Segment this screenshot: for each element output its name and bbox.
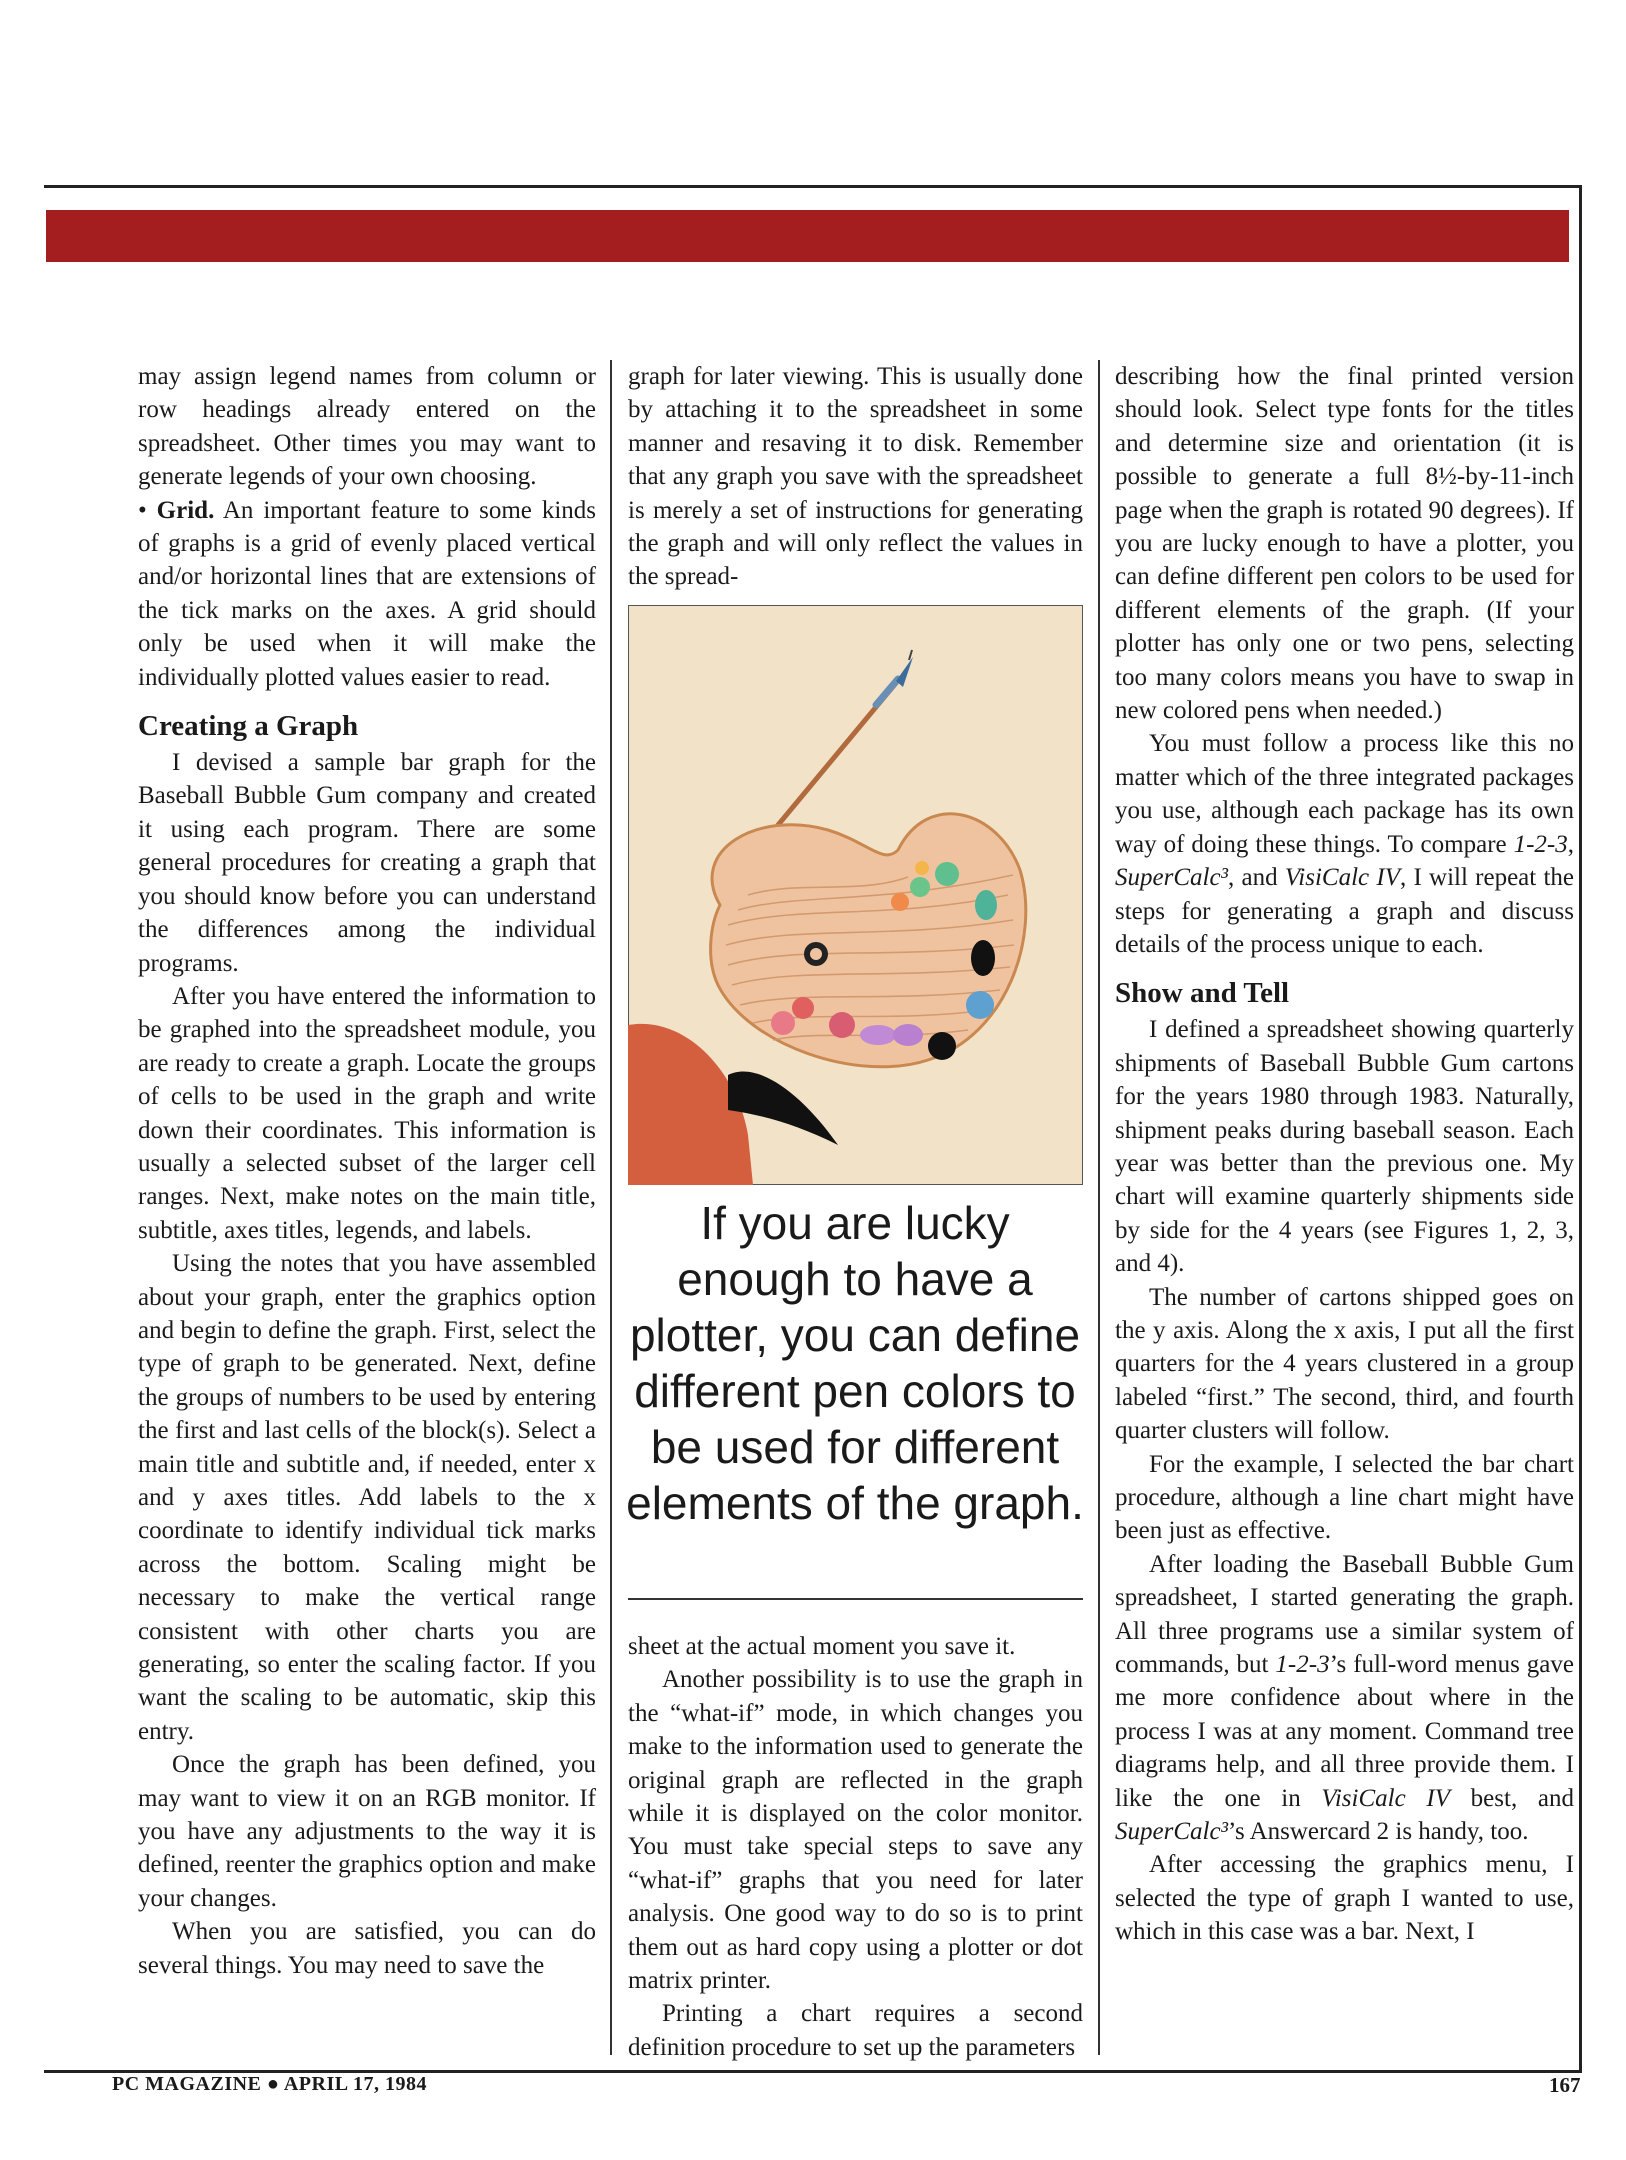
column-2-bottom: [628, 1630, 1083, 2064]
palette-illustration: [628, 605, 1083, 1185]
p2-text-b: , I will repeat the steps for generating a graph and discuss details of the process unique to each.: [1115, 864, 1574, 958]
red-header-band: [46, 210, 1569, 262]
page-number: 167: [1549, 2073, 1581, 2097]
p2-comma: ,: [1567, 830, 1574, 858]
col1-grid-item: • Grid. An important feature to some kinds of graphs is a grid of evenly placed vertical and/or horizontal lines that are extensions of the tick marks on the axes. A grid should only be used when it will make the individually plotted values easier to read.: [138, 496, 596, 691]
col3-paragraph-5: For the example, I selected the bar chart procedure, although a line chart might have been just as effective.: [1115, 1450, 1574, 1545]
col3-paragraph-7: After accessing the graphics menu, I selected the type of graph I wanted to use, which in this case was a bar. Next, I: [1115, 1851, 1574, 1946]
heading-creating-a-graph: Creating a Graph: [138, 710, 359, 743]
col1-paragraph-2: I devised a sample bar graph for the Baseball Bubble Gum company and created it using each program. There are some general procedures for creating a graph that you should know before you can understand the differences among the individual programs.: [138, 749, 596, 977]
col1-paragraph-5: Once the graph has been defined, you may want to view it on an RGB monitor. If you have any adjustments to the way it is defined, reenter the graphics option and make your changes.: [138, 1751, 596, 1912]
p2-title-visicalc: VisiCalc IV: [1284, 864, 1400, 892]
grid-bullet-text: An important feature to some kinds of graphs is a grid of evenly placed vertical and/or horizontal lines that are extensions of the tick marks on the axes. A grid should only be used when it will make the individually plotted values easier to read.: [138, 496, 596, 691]
col3-paragraph-4: The number of cartons shipped goes on the y axis. Along the x axis, I put all the first quarters for the 4 years clustered in a group labeled “first.” The second, third, and fourth quarter clusters will follow.: [1115, 1283, 1574, 1445]
p6-text-d: ’s Answercard 2 is handy, too.: [1228, 1818, 1529, 1846]
right-border-rule: [1579, 185, 1582, 2070]
p2-text-a: You must follow a process like this no matter which of the three integrated packages you use, although each package has its own way of doing these things. To compare: [1115, 730, 1574, 858]
col2-paragraph-3: Printing a chart requires a second definition procedure to set up the parameters: [628, 2000, 1083, 2061]
heading-show-and-tell: Show and Tell: [1115, 977, 1290, 1010]
col3-paragraph-2: [1115, 727, 1574, 961]
p6-text-c: best, and: [1449, 1784, 1574, 1812]
p6-text-a: After loading the Baseball Bubble Gum spreadsheet, I started generating the graph. All three programs use a similar system of commands, but: [1115, 1550, 1574, 1679]
p6-title-visicalc: VisiCalc IV: [1321, 1784, 1450, 1812]
col1-paragraph-1: may assign legend names from column or row headings already entered on the spreadsheet. Other times you may want to generate legends of your own choosing.: [138, 363, 596, 491]
column-divider-1: [610, 360, 612, 2055]
p2-title-supercalc: SuperCalc³: [1115, 864, 1229, 892]
pull-quote-rule: [628, 1598, 1083, 1600]
grid-bullet-head: Grid.: [156, 496, 215, 524]
p6-title-123: 1-2-3: [1275, 1651, 1330, 1679]
col2-paragraph-top: graph for later viewing. This is usually done by attaching it to the spreadsheet in some manner and resaving it to disk. Remember that any graph you save with the spreadsheet is merely a set of instructions for generating the graph and will only reflect the values in the spread-: [628, 363, 1083, 591]
p6-title-supercalc: SuperCalc³: [1115, 1818, 1229, 1846]
column-2-top: [628, 360, 1083, 594]
column-3: [1115, 360, 1574, 1949]
col1-paragraph-6: When you are satisfied, you can do several things. You may need to save the: [138, 1918, 596, 1979]
col3-paragraph-3: I defined a spreadsheet showing quarterly shipments of Baseball Bubble Gum cartons for the years 1980 through 1983. Naturally, shipment peaks during baseball season. Each year was better than the previous one. My chart will examine quarterly shipments side by side for the 4 years (see Figures 1, 2, 3, and 4).: [1115, 1016, 1574, 1278]
col2-paragraph-1: sheet at the actual moment you save it.: [628, 1633, 1016, 1660]
col3-paragraph-6: [1115, 1548, 1574, 1849]
p2-and: , and: [1228, 864, 1285, 892]
col2-paragraph-2: Another possibility is to use the graph in the “what-if” mode, in which changes you make to the information used to generate the original graph are reflected in the graph while it is displayed on the color monitor. You must take special steps to save any “what-if” graphs that you need for later analysis. One good way to do so is to print them out as hard copy using a plotter or dot matrix printer.: [628, 1666, 1083, 1995]
p6-text-b: ’s full-word menus gave me more confidence about where in the process I was at any moment. Command tree diagrams help, and all three provide them. I like the one in: [1115, 1651, 1574, 1812]
footer-magazine-date: PC MAGAZINE ● APRIL 17, 1984: [112, 2073, 427, 2095]
top-rule: [44, 185, 1582, 188]
column-1: [138, 360, 596, 1982]
pull-quote: If you are lucky enough to have a plotter, you can define different pen colors to be used for different elements of the graph.: [626, 1197, 1084, 1529]
p2-title-123: 1-2-3: [1513, 830, 1568, 858]
col1-paragraph-4: Using the notes that you have assembled about your graph, enter the graphics option and begin to define the graph. First, select the type of graph to be generated. Next, define the groups of numbers to be used by entering the first and last cells of the block(s). Select a main title and subtitle and, if needed, enter x and y axes titles. Add labels to the x coordinate to identify individual tick marks across the bottom. Scaling might be necessary to make the vertical range consistent with other charts you are generating, so enter the scaling factor. If you want the scaling to be automatic, skip this entry.: [138, 1250, 596, 1745]
col3-paragraph-1: describing how the final printed version should look. Select type fonts for the titles and determine size and orientation (it is possible to generate a full 8½-by-11-inch page when the graph is rotated 90 degrees). If you are lucky enough to have a plotter, you can define different pen colors to be used for different elements of the graph. (If your plotter has only one or two pens, selecting too many colors means you have to swap in new colored pens when needed.): [1115, 363, 1574, 725]
column-divider-2: [1098, 360, 1100, 2055]
col1-paragraph-3: After you have entered the information to be graphed into the spreadsheet module, you are ready to create a graph. Locate the groups of cells to be used in the graph and write down their coordinates. This information is usually a selected subset of the larger cell ranges. Next, make notes on the main title, subtitle, axes titles, legends, and labels.: [138, 982, 596, 1244]
